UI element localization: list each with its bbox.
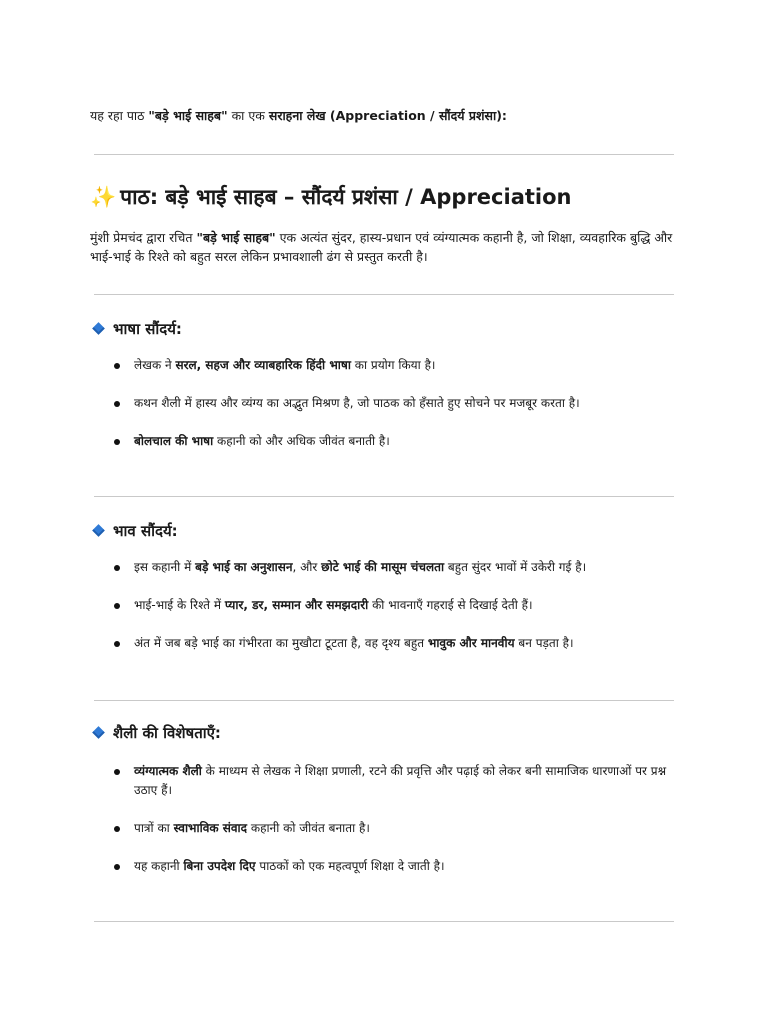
list-item xyxy=(112,558,672,577)
lead-lesson-name: "बड़े भाई साहब" xyxy=(196,230,276,245)
bullet-icon xyxy=(114,769,120,775)
bullet-icon xyxy=(114,565,120,571)
item-text: पाठकों को एक महत्वपूर्ण शिक्षा दे जाती है। xyxy=(255,859,445,873)
item-text: बन पड़ता है। xyxy=(514,636,574,650)
item-text: के माध्यम से लेखक ने शिक्षा प्रणाली, रटने की प्रवृत्ति और पढ़ाई को लेकर बनी सामाजिक धारणाओं पर प्रश्न उठाए हैं। xyxy=(134,764,667,797)
section-heading-text: शैली की विशेषताएँ: xyxy=(113,724,221,742)
item-text: की भावनाएँ गहराई से दिखाई देती हैं। xyxy=(368,598,533,612)
intro-article-type: सराहना लेख xyxy=(268,108,326,123)
bullet-icon xyxy=(114,363,120,369)
bullet-icon xyxy=(114,401,120,407)
item-text: अंत में जब बड़े भाई का गंभीरता का मुखौटा टूटता है, वह दृश्य बहुत xyxy=(134,636,428,650)
item-text: बहुत सुंदर भावों में उकेरी गई है। xyxy=(444,560,587,574)
section-list-style xyxy=(112,762,672,876)
page-title xyxy=(90,182,710,212)
list-item xyxy=(112,857,672,876)
section-heading-emotion xyxy=(91,520,178,542)
section-heading-text: भाव सौंदर्य: xyxy=(113,522,178,540)
item-bold: भावुक और मानवीय xyxy=(427,636,515,650)
intro-line xyxy=(90,107,690,125)
bullet-icon xyxy=(114,641,120,647)
item-bold: व्यंग्यात्मक शैली xyxy=(134,764,202,778)
item-bold: सरल, सहज और व्याबहारिक हिंदी भाषा xyxy=(175,358,351,372)
item-text: लेखक ने xyxy=(134,358,176,372)
blue-diamond-icon xyxy=(92,524,105,537)
section-heading-style xyxy=(91,722,221,744)
item-bold: बिना उपदेश दिए xyxy=(183,859,256,873)
item-bold: बोलचाल की भाषा xyxy=(134,434,214,448)
intro-lesson-name: "बड़े भाई साहब" xyxy=(148,108,228,123)
intro-appreciation: (Appreciation / सौंदर्य प्रशंसा): xyxy=(325,108,507,123)
bullet-icon xyxy=(114,439,120,445)
blue-diamond-icon xyxy=(92,322,105,335)
item-bold: बड़े भाई का अनुशासन xyxy=(195,560,293,574)
list-item xyxy=(112,762,672,800)
item-bold: छोटे भाई की मासूम चंचलता xyxy=(321,560,445,574)
item-text: कहानी को और अधिक जीवंत बनाती है। xyxy=(213,434,390,448)
divider xyxy=(94,921,674,922)
blue-diamond-icon xyxy=(92,726,105,739)
list-item xyxy=(112,394,672,413)
item-text: कहानी को जीवंत बनाता है। xyxy=(247,821,370,835)
list-item xyxy=(112,819,672,838)
divider xyxy=(94,294,674,295)
item-text: भाई-भाई के रिश्ते में xyxy=(134,598,225,612)
sparkles-icon: ✨ xyxy=(90,185,117,209)
lead-text: मुंशी प्रेमचंद द्वारा रचित xyxy=(90,230,197,245)
section-list-emotion xyxy=(112,558,672,653)
bullet-icon xyxy=(114,826,120,832)
item-text: कथन शैली में हास्य और व्यंग्य का अद्भुत मिश्रण है, जो पाठक को हँसाते हुए सोचने पर मजबूर करता है। xyxy=(134,396,580,410)
divider xyxy=(94,496,674,497)
item-bold: प्यार, डर, सम्मान और समझदारी xyxy=(224,598,369,612)
lead-text: एक अत्यंत सुंदर, हास्य-प्रधान एवं व्यंग्यात्मक कहानी है, जो शिक्षा, व्यवहारिक बुद्धि और भाई-भाई के रिश्ते को बहुत सरल लेकिन प्रभावशाली ढंग से प्रस्तुत करती है। xyxy=(90,230,673,264)
section-heading-text: भाषा सौंदर्य: xyxy=(113,320,182,338)
item-bold: स्वाभाविक संवाद xyxy=(173,821,248,835)
item-text: का प्रयोग किया है। xyxy=(350,358,436,372)
list-item xyxy=(112,596,672,615)
section-heading-language xyxy=(91,318,182,340)
divider xyxy=(94,700,674,701)
bullet-icon xyxy=(114,603,120,609)
list-item xyxy=(112,432,672,451)
intro-text: यह रहा पाठ xyxy=(90,108,149,123)
intro-text: का एक xyxy=(227,108,269,123)
title-text: पाठ: बड़े भाई साहब – सौंदर्य प्रशंसा / Appreciation xyxy=(120,185,572,209)
list-item xyxy=(112,634,672,653)
bullet-icon xyxy=(114,864,120,870)
divider xyxy=(94,154,674,155)
item-text: यह कहानी xyxy=(134,859,184,873)
item-text: पात्रों का xyxy=(134,821,174,835)
lead-paragraph xyxy=(90,228,690,266)
list-item xyxy=(112,356,672,375)
item-text: इस कहानी में xyxy=(134,560,196,574)
item-text: , और xyxy=(292,560,322,574)
section-list-language xyxy=(112,356,672,451)
